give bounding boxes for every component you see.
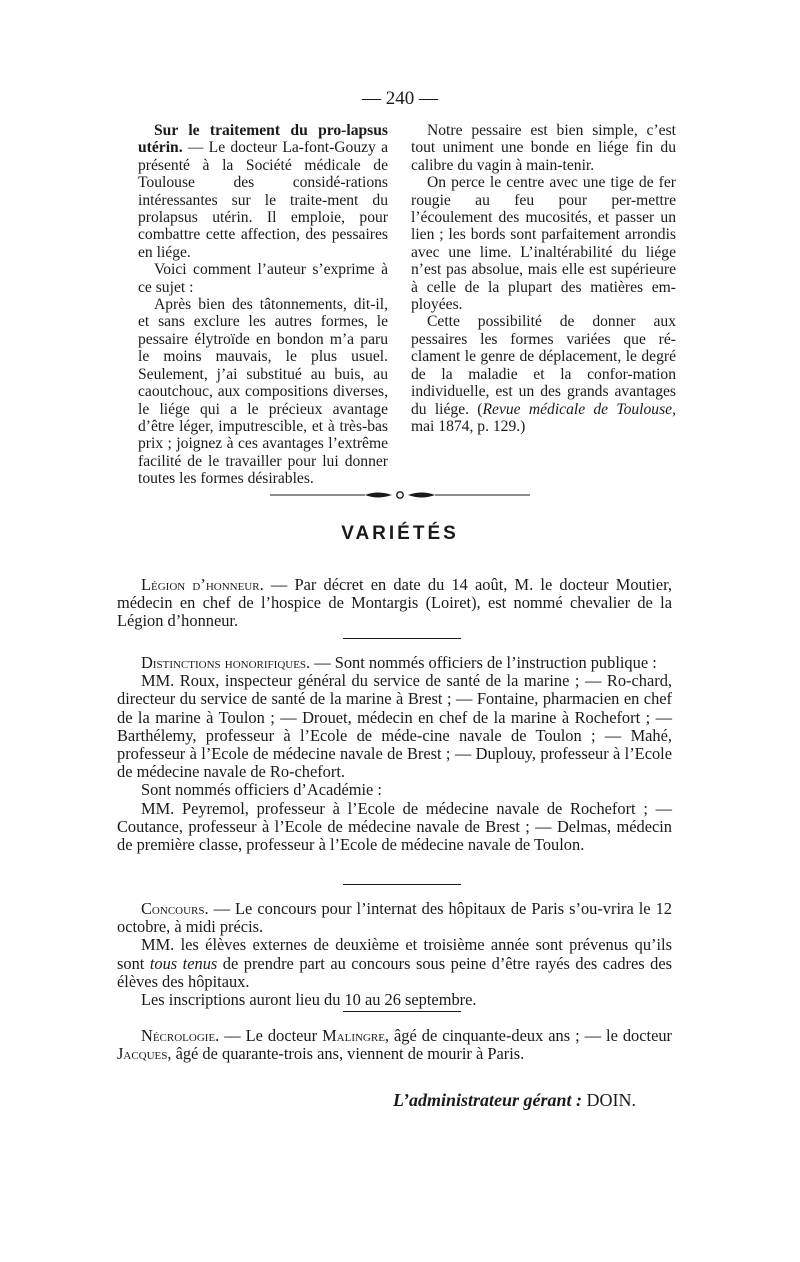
concours-paragraph-3: Les inscriptions auront lieu du 10 au 26 septembre. [141,990,477,1010]
prolapsus-intro [138,122,388,261]
article-paragraph-2: Voici comment l’auteur s’exprime à ce sujet : [138,261,388,296]
ornament-right-flourish [408,493,435,498]
necrologie-name-1: Malingre, [322,1026,390,1045]
right-paragraph-2: On perce le centre avec une tige de fer rougie au feu pour per-mettre l’écoulement des mucosités, et passer un lien ; les bords sont parfaitement arrondis avec une lime. L’inaltérabilité du liége n’est pas absolue, mais elle est supérieure à celle de la plupart des matières em-ployées. [411,174,676,314]
separator-rule-3 [343,1011,461,1012]
signature-name: DOIN. [582,1090,636,1110]
legion-heading: Légion d’honneur. [141,575,264,594]
legion-paragraph [117,576,672,631]
source-date: mai 1874, p. 129.) [411,417,526,435]
concours-text: — Le concours pour l’internat des hôpitaux de Paris s’ou-vrira le 12 octobre, à midi précis. [117,899,672,937]
right-paragraph-3 [411,313,676,435]
article-paragraph-3: Après bien des tâtonnements, dit-il, et sans exclure les autres formes, le pessaire élytroïde en bondon m’a paru le moins mauvais, le plus usuel. Seulement, j’ai substitué au buis, au caoutchouc, aux compositions diverses, le liége qui a le précieux avantage d’être léger, imputrescible, et à très-bas prix ; joignez à ces avantages l’extrême facilité de le travailler pour lui donner toutes les formes désirables. [138,296,388,488]
distinctions-paragraph-4: MM. Peyremol, professeur à l’Ecole de médecine navale de Rochefort ; — Coutance, professeur à l’Ecole de médecine navale de Brest ; — Delmas, médecin de première classe, professeur à l’Ecole de médecine navale de Toulon. [117,798,672,855]
distinctions-paragraph-3: Sont nommés officiers d’Académie : [141,780,382,800]
separator-rule-1 [343,638,461,639]
concours-notice [117,900,672,1009]
distinctions-notice [117,654,672,854]
right-paragraph-1: Notre pessaire est bien simple, c’est tout uniment une bonde en liége fin du calibre du vagin à main-tenir. [411,122,676,174]
necrologie-text-1: — Le docteur [219,1026,323,1045]
signature-label: L’administrateur gérant : [392,1090,582,1110]
concours-emphasis: tous tenus [149,953,218,973]
article-title: Sur le traitement du pro-lapsus utérin. [138,122,388,157]
signature [393,1090,636,1111]
distinctions-text: — Sont nommés officiers de l’instruction publique : [310,653,657,672]
ornament-center [397,492,403,498]
right-paragraph-3-text: Cette possibilité de donner aux pessaires les formes variées que ré-clament le genre de déplacement, le degré de la maladie et la confor-mation individuelle, est un des grands avantages du liége. ( [411,313,676,418]
necrologie-text-3: âgé de quarante-trois ans, viennent de mourir à Paris. [171,1044,525,1064]
distinctions-heading: Distinctions honorifiques. [141,653,311,672]
ornament-left-flourish [365,493,392,498]
right-column [411,122,676,435]
concours-paragraph-2 [117,936,672,991]
necrologie-heading: Nécrologie. [141,1026,220,1045]
legion-honneur-notice [117,576,672,631]
distinctions-paragraph-2: MM. Roux, inspecteur général du service de santé de la marine ; — Ro-chard, directeur du service de santé de la marine à Brest ; — Fontaine, pharmacien en chef de la marine à Toulon ; — Drouet, médecin en chef de la marine à Rochefort ; — Barthélemy, professeur à l’Ecole de méde-cine navale de Toulon ; — Mahé, professeur à l’Ecole de médecine navale de Brest ; — Duplouy, professeur à l’Ecole de médecine navale de Ro-chefort. [117,671,672,782]
necrologie-paragraph [117,1027,672,1063]
article-intro-text: — Le docteur La-font-Gouzy a présenté à la Société médicale de Toulouse des considé-rations intéressantes sur le traite-ment du prolapsus utérin. Il emploie, pour combattre cette affection, des pessaires en liége. [138,139,388,261]
necrologie-name-2: Jacques, [117,1044,172,1064]
left-column [138,122,388,488]
distinctions-paragraph-1 [117,654,672,672]
page-number: — 240 — [362,88,438,109]
section-title: VARIÉTÉS [341,523,459,544]
ornament-divider [270,487,530,503]
necrologie-text-2: âgé de cinquante-deux ans ; — le docteur [389,1026,672,1045]
concours-p2-end: de prendre part au concours sous peine d’être rayés des cadres des élèves des hôpitaux. [117,953,673,991]
source-citation: Revue médicale de Toulouse, [482,400,676,418]
concours-p2-start: MM. les élèves externes de deuxième et troisième année sont prévenus qu’ils sont [117,935,672,973]
concours-paragraph-1 [117,900,672,936]
concours-heading: Concours. [141,899,209,918]
necrologie-notice [117,1027,672,1063]
legion-text: — Par décret en date du 14 août, M. le docteur Moutier, médecin en chef de l’hospice de Montargis (Loiret), est nommé chevalier de la Légion d’honneur. [117,575,672,631]
separator-rule-2 [343,884,461,885]
